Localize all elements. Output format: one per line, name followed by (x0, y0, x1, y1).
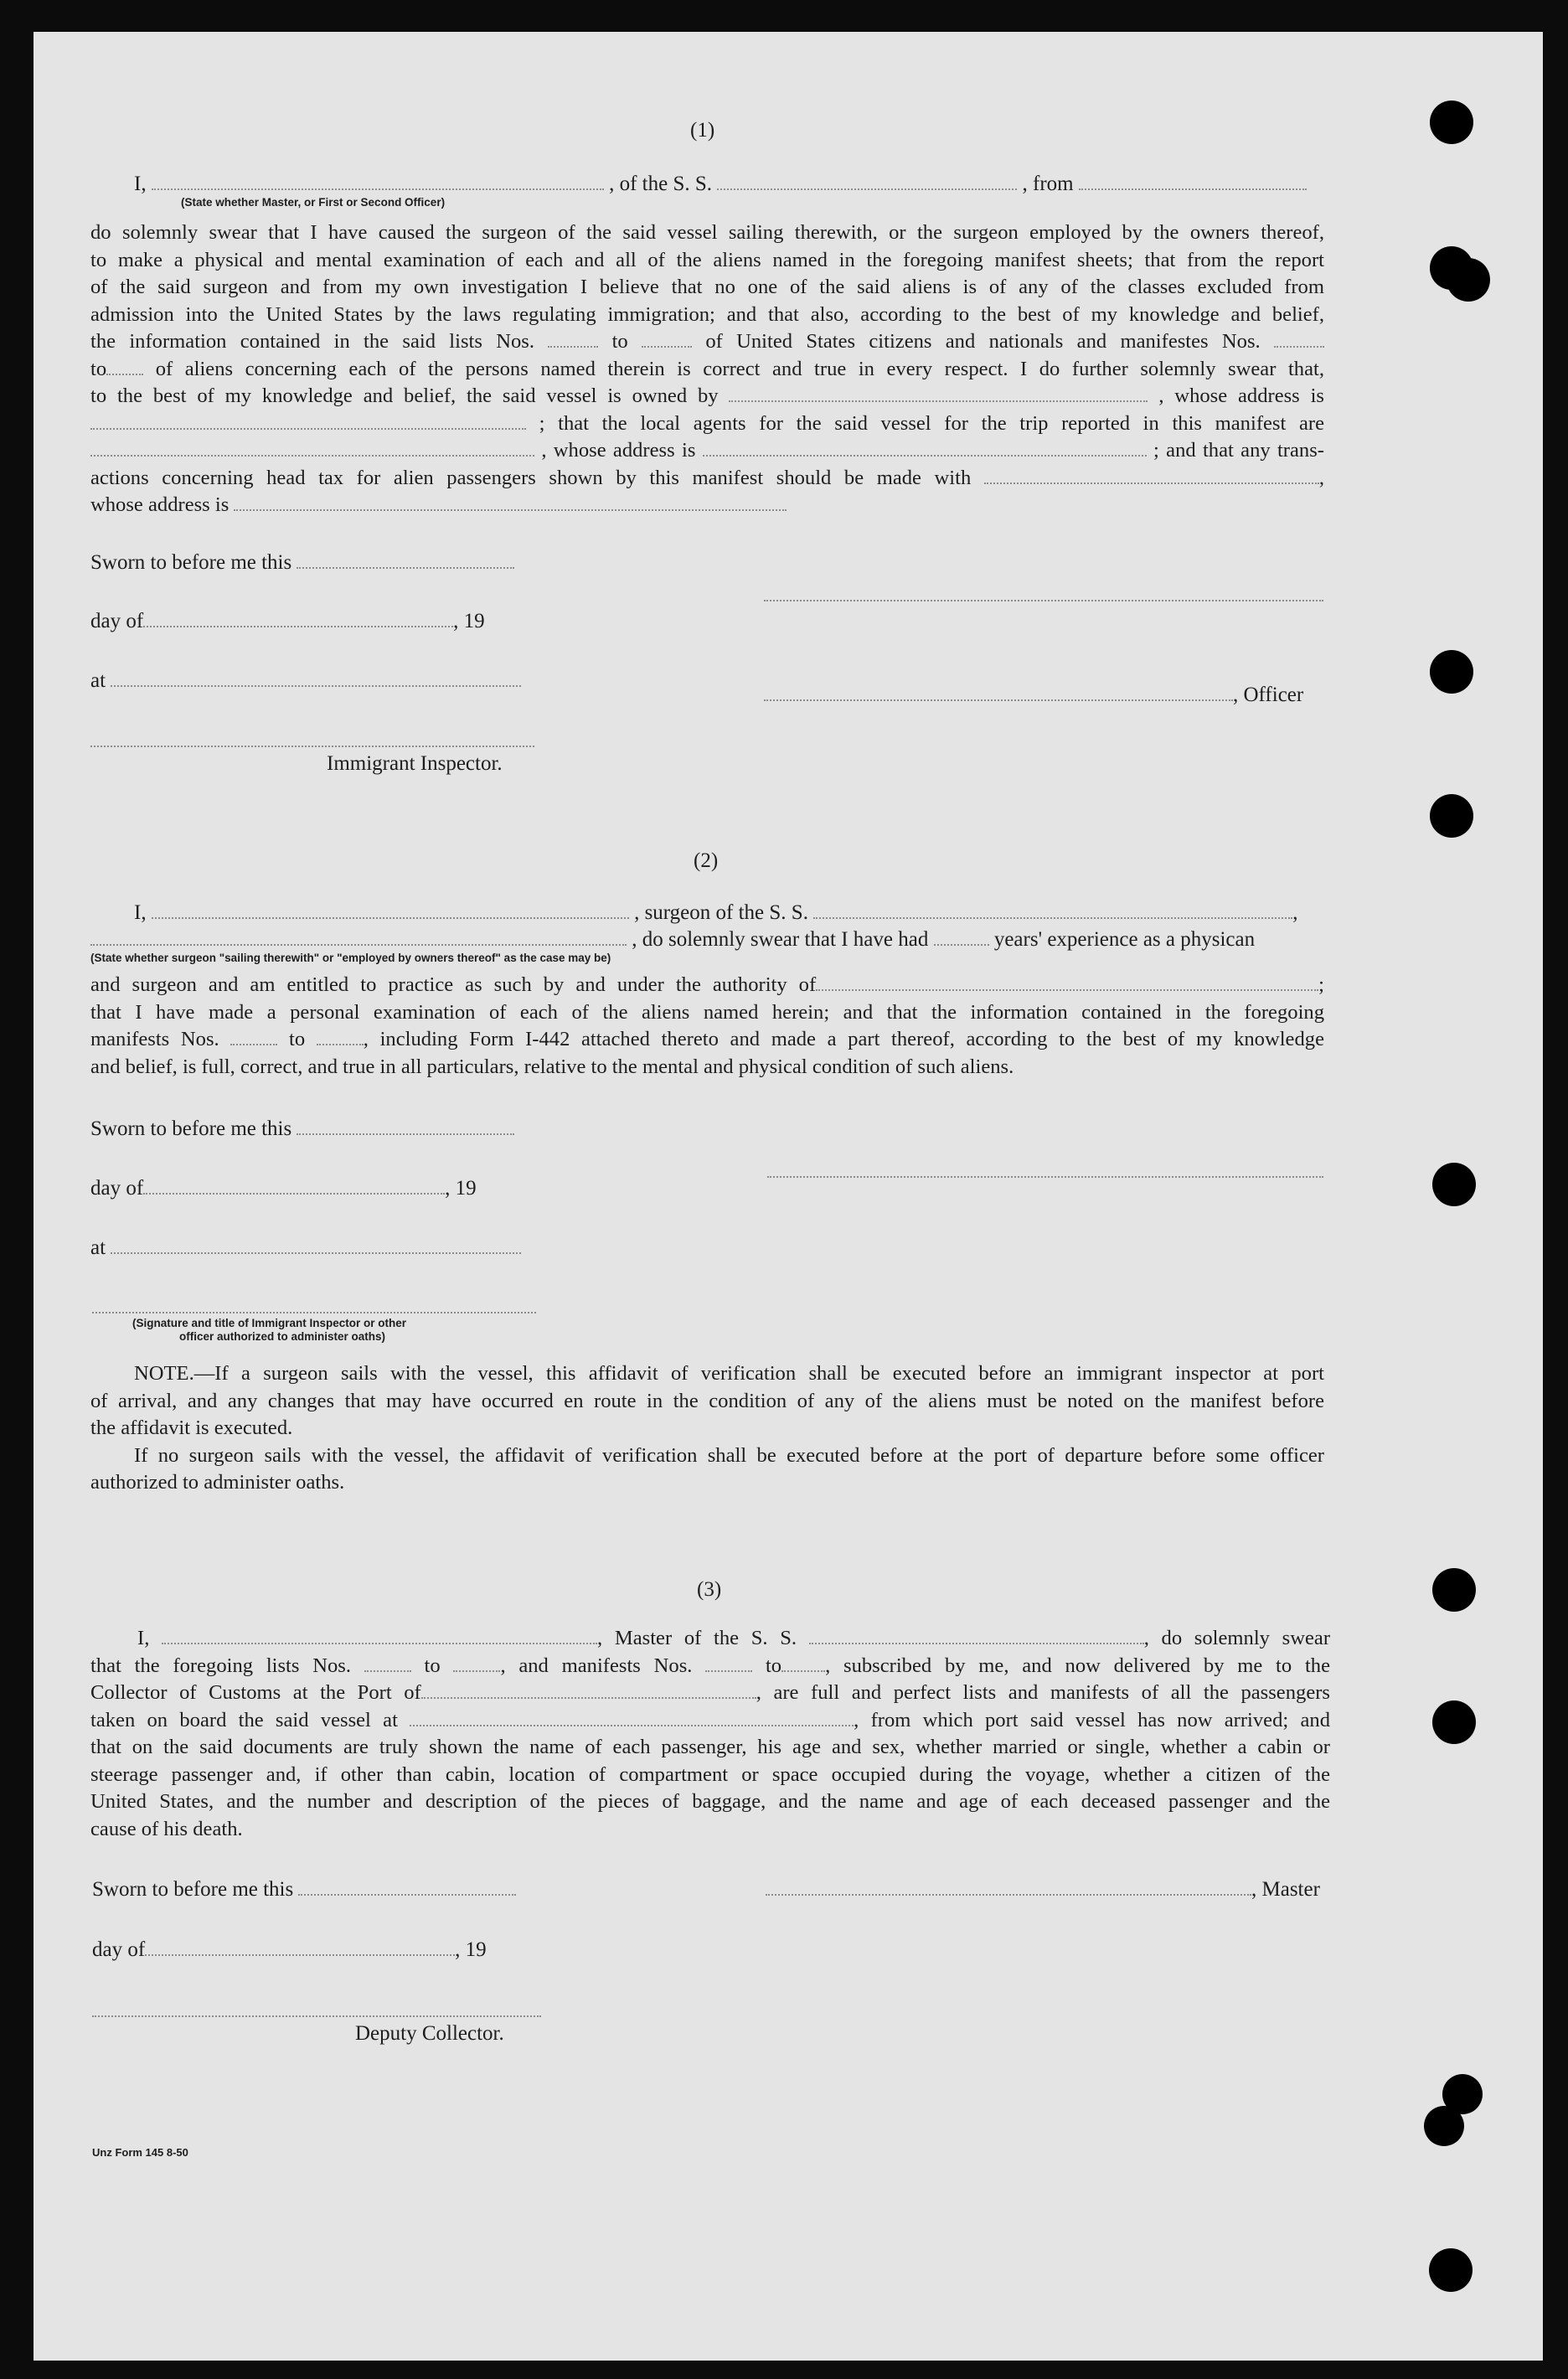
inspector-signature-line[interactable] (90, 746, 534, 747)
embarkation-port-field[interactable] (410, 1710, 854, 1726)
at-text: at (90, 669, 106, 692)
surgeon-status-caption: (State whether surgeon "sailing therewith" or "employed by owners thereof" as the case may be) (90, 952, 611, 964)
master-signature-field[interactable] (766, 1879, 1251, 1896)
punch-hole (1447, 258, 1490, 302)
local-agents-label: ; that the local agents for the said vessel for the trip reported in this manifest are (539, 411, 1324, 435)
oath-pronoun: I, (134, 901, 147, 924)
day-of-text: day of (92, 1938, 146, 1961)
sworn-day-field[interactable] (298, 1879, 516, 1896)
officer-title-field[interactable] (764, 684, 1233, 701)
list-from-field[interactable] (364, 1655, 411, 1672)
at-label (90, 668, 521, 694)
owner-field[interactable] (729, 385, 1148, 402)
oath-line: that on the said documents are truly shown the name of each passenger, his age and sex, whether married or single, whether a cabin or (90, 1736, 1330, 1758)
punch-hole (1430, 650, 1473, 694)
oath-line: steerage passenger and, if other than cabin, location of compartment or space occupied during the voyage, whether a citizen of the (90, 1762, 1330, 1786)
punch-hole (1432, 1568, 1476, 1612)
punch-hole (1432, 1163, 1476, 1206)
place-field[interactable] (111, 670, 521, 687)
to-label: to (289, 1028, 306, 1050)
agents-field[interactable] (90, 440, 534, 457)
oath-line: that I have made a personal examination of each of the aliens named herein; and that the information contained in the foregoing (90, 1000, 1324, 1024)
list-to-field[interactable] (642, 331, 692, 348)
officer-label-row (764, 682, 1303, 709)
lists-label: that the foregoing lists Nos. (90, 1654, 351, 1677)
to-label: to (611, 330, 628, 353)
owner-address-label: , whose address is (1158, 384, 1324, 407)
punch-hole (1430, 794, 1473, 838)
note-line: the affidavit is executed. (90, 1417, 293, 1439)
owned-by-label: to the best of my knowledge and belief, the said vessel is owned by (90, 384, 719, 407)
month-field[interactable] (143, 611, 453, 627)
manifest-to-field[interactable] (317, 1029, 364, 1045)
sworn-text: Sworn to before me this (90, 551, 292, 574)
note-line: NOTE.—If a surgeon sails with the vessel, this affidavit of verification shall be executed before an immigrant inspector at port (134, 1362, 1324, 1385)
section-2-second-line (90, 926, 1255, 953)
section-2-oath-text (90, 972, 1324, 1081)
oath-pronoun: I, (137, 1627, 150, 1649)
year-prefix: , 19 (453, 610, 485, 632)
of-ss-label: , of the S. S. (609, 173, 713, 195)
collector-signature-line[interactable] (92, 2015, 541, 2017)
authority-label: and surgeon and am entitled to practice as such by and under the authority of (90, 973, 817, 996)
comma: , (1318, 466, 1324, 489)
oath-line: cause of his death. (90, 1817, 243, 1840)
master-ship-field[interactable] (809, 1628, 1144, 1644)
section-1-oath-text (90, 219, 1324, 519)
oath-line (90, 410, 1324, 438)
oath-line: do solemnly swear that I have caused the surgeon of the said vessel sailing therewith, or the surgeon employed by the owners thereof, (90, 221, 1324, 244)
at-text: at (90, 1236, 106, 1259)
agents-address-label: , whose address is (541, 439, 696, 462)
lists-perfect-text: , are full and perfect lists and manifests of all the passengers (756, 1681, 1330, 1704)
agents-address-field[interactable] (703, 440, 1147, 457)
note-text (90, 1360, 1324, 1497)
note-line: If no surgeon sails with the vessel, the affidavit of verification shall be executed before at the port of departure before some officer (134, 1443, 1324, 1467)
from-port-field[interactable] (1079, 173, 1307, 190)
arrived-text: , from which port said vessel has now arrived; and (854, 1708, 1330, 1731)
master-name-field[interactable] (162, 1628, 597, 1644)
officer-signature-line[interactable] (764, 600, 1323, 601)
sworn-label (92, 1876, 516, 1903)
manifest-from-field[interactable] (705, 1655, 752, 1672)
punch-hole (1430, 101, 1473, 144)
collector-label: Deputy Collector. (355, 2022, 504, 2045)
oath-line (90, 437, 1324, 465)
section-1-opening-line (134, 171, 1307, 198)
sworn-day-field[interactable] (297, 552, 514, 569)
oath-line (90, 492, 1324, 519)
place-field[interactable] (111, 1237, 521, 1254)
oath-line (90, 1625, 1330, 1653)
section-2-opening-line (134, 900, 1297, 926)
port-label: Collector of Customs at the Port of (90, 1681, 421, 1704)
form-reference-text: , including Form I-442 attached thereto and made a part thereof, according to the best of my knowledge (363, 1028, 1324, 1050)
transactions-label: ; and that any trans- (1153, 439, 1324, 462)
oath-line: United States, and the number and description of the pieces of baggage, and the name and age of each deceased passenger and the (90, 1790, 1330, 1813)
list-from-field[interactable] (548, 331, 598, 348)
to-label: to (90, 357, 107, 380)
head-tax-agent-field[interactable] (984, 467, 1319, 484)
surgeon-name-field[interactable] (152, 902, 629, 919)
authority-field[interactable] (816, 974, 1318, 991)
owner-address-field[interactable] (90, 413, 526, 430)
section-3-number: (3) (697, 1578, 722, 1601)
officer-name-field[interactable] (152, 173, 604, 190)
oath-line (90, 328, 1324, 356)
signature-caption: (Signature and title of Immigrant Inspector or other (132, 1317, 407, 1329)
oath-pronoun: I, (134, 173, 147, 195)
day-of-text: day of (90, 610, 144, 632)
section-2-number: (2) (694, 849, 719, 872)
day-of-label (90, 1175, 477, 1202)
oath-line (90, 1653, 1330, 1680)
aliens-text: of aliens concerning each of the persons named therein is correct and true in every respect. I do further solemnly swear that, (155, 357, 1324, 380)
month-field[interactable] (143, 1178, 445, 1195)
officer-rank-caption: (State whether Master, or First or Second Officer) (181, 196, 446, 209)
swear-label: , do solemnly swear that I have had (632, 928, 929, 951)
to-label: to (765, 1654, 782, 1677)
comma: , (1292, 901, 1298, 924)
punch-hole (1432, 1700, 1476, 1744)
manifest-to-field[interactable] (106, 359, 143, 375)
head-tax-address-field[interactable] (234, 494, 787, 511)
sworn-label (90, 1116, 514, 1143)
swear-label: , do solemnly swear (1143, 1627, 1330, 1649)
surgeon-of-label: , surgeon of the S. S. (634, 901, 808, 924)
taken-on-board-label: taken on board the said vessel at (90, 1708, 398, 1731)
sworn-text: Sworn to before me this (90, 1117, 292, 1140)
punch-hole (1429, 2248, 1473, 2292)
surgeon-ship-field[interactable] (813, 902, 1292, 919)
ship-name-field[interactable] (717, 173, 1017, 190)
master-of-label: , Master of the S. S. (597, 1627, 797, 1649)
master-signature-row (766, 1876, 1320, 1903)
inspector-label: Immigrant Inspector. (327, 752, 503, 775)
year-prefix: , 19 (455, 1938, 487, 1961)
semicolon: ; (1318, 973, 1324, 996)
years-field[interactable] (934, 929, 989, 946)
at-label (90, 1235, 521, 1262)
month-field[interactable] (145, 1939, 455, 1956)
day-of-text: day of (90, 1177, 144, 1200)
oath-line: admission into the United States by the laws regulating immigration; and that also, according to the best of my knowledge and belief, (90, 302, 1324, 326)
oath-line (90, 383, 1324, 410)
oath-line (90, 1707, 1330, 1735)
from-label: , from (1022, 173, 1074, 195)
master-label: , Master (1251, 1878, 1320, 1901)
oath-line: of the said surgeon and from my own investigation I believe that no one of the said aliens is of any of the classes excluded from (90, 276, 1324, 298)
note-line: of arrival, and any changes that may have occurred en route in the condition of any of the aliens must be noted on the manifest before (90, 1389, 1324, 1412)
oath-line: and belief, is full, correct, and true in all particulars, relative to the mental and physical condition of such aliens. (90, 1055, 1014, 1078)
oath-line (90, 1026, 1324, 1054)
surgeon-signature-line[interactable] (767, 1176, 1323, 1178)
delivered-text: , subscribed by me, and now delivered by me to the (825, 1654, 1330, 1677)
oath-line (90, 465, 1324, 493)
form-number: Unz Form 145 8-50 (92, 2146, 188, 2159)
section-1-number: (1) (690, 119, 715, 142)
sworn-text: Sworn to before me this (92, 1878, 294, 1901)
oath-line (90, 1680, 1330, 1707)
manifest-from-field[interactable] (230, 1029, 277, 1045)
day-of-label (90, 608, 485, 635)
sworn-label (90, 550, 514, 576)
day-of-label (92, 1937, 487, 1964)
oath-line: to make a physical and mental examination of each and all of the aliens named in the foregoing manifest sheets; that from the report (90, 248, 1324, 271)
lists-label: the information contained in the said lists Nos. (90, 330, 534, 353)
head-tax-address-label: whose address is (90, 493, 230, 516)
years-label: years' experience as a physican (993, 928, 1256, 951)
year-prefix: , 19 (445, 1177, 477, 1200)
surgeon-status-field[interactable] (90, 929, 627, 946)
head-tax-label: actions concerning head tax for alien passengers shown by this manifest should be made with (90, 466, 972, 489)
manifest-to-field[interactable] (781, 1655, 825, 1672)
manifests-label: of United States citizens and nationals and manifestes Nos. (705, 330, 1261, 353)
port-field[interactable] (421, 1682, 756, 1699)
section-3-oath-text (90, 1625, 1330, 1843)
to-label: to (424, 1654, 441, 1677)
oath-line (90, 972, 1324, 999)
sworn-day-field[interactable] (297, 1118, 514, 1135)
list-to-field[interactable] (453, 1655, 500, 1672)
note-line: authorized to administer oaths. (90, 1471, 345, 1494)
inspector-signature-line[interactable] (92, 1312, 536, 1313)
oath-line (90, 356, 1324, 384)
manifest-from-field[interactable] (1274, 331, 1324, 348)
signature-caption: officer authorized to administer oaths) (179, 1330, 386, 1343)
manifests-label: , and manifests Nos. (500, 1654, 693, 1677)
punch-hole (1424, 2106, 1464, 2146)
manifests-label: manifests Nos. (90, 1028, 219, 1050)
officer-label: , Officer (1233, 684, 1304, 706)
